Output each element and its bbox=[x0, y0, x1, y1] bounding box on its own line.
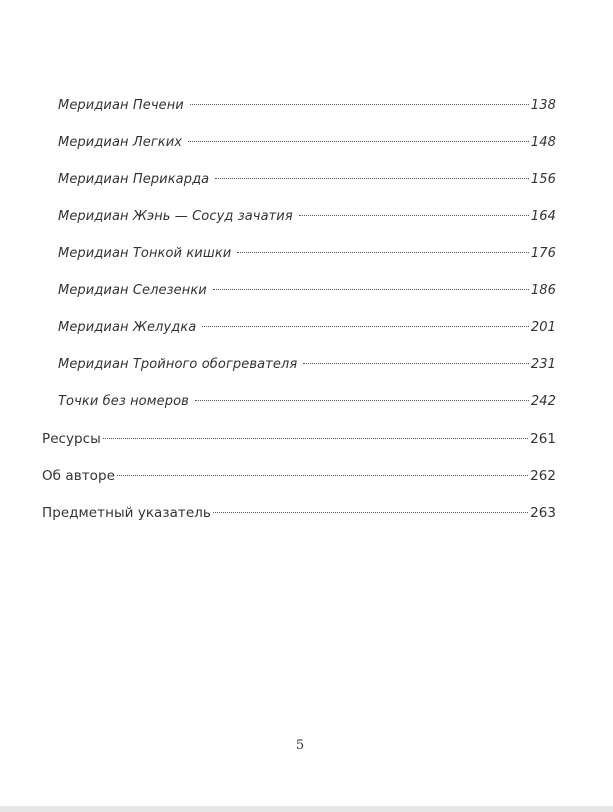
toc-entry-title: Меридиан Селезенки bbox=[58, 283, 207, 298]
toc-entry-page: 186 bbox=[530, 283, 556, 298]
dot-leader bbox=[117, 475, 528, 476]
dot-leader bbox=[237, 252, 529, 253]
toc-entry-title: Меридиан Легких bbox=[58, 135, 183, 150]
dot-leader bbox=[190, 104, 529, 105]
toc-entry-title: Предметный указатель bbox=[42, 505, 211, 521]
toc-entry bbox=[58, 96, 556, 116]
toc-entry-title: Меридиан Желудка bbox=[58, 320, 197, 335]
toc-entry bbox=[58, 133, 556, 153]
toc-entry-title: Меридиан Тонкой кишки bbox=[58, 246, 232, 261]
dot-leader bbox=[213, 512, 528, 513]
toc-entry bbox=[58, 318, 556, 338]
toc-section-entry bbox=[42, 503, 556, 523]
toc-entry-page: 156 bbox=[530, 172, 556, 187]
toc-entry-title: Ресурсы bbox=[42, 431, 101, 447]
toc-entry-page: 231 bbox=[530, 357, 556, 372]
toc-entry-title: Меридиан Печени bbox=[58, 98, 184, 113]
toc-entry-page: 164 bbox=[530, 209, 556, 224]
toc-entry-page: 262 bbox=[530, 468, 556, 484]
dot-leader bbox=[103, 438, 528, 439]
toc-entry bbox=[58, 244, 556, 264]
toc-entry bbox=[58, 355, 556, 375]
toc-section-entry bbox=[42, 466, 556, 486]
toc-entry-page: 201 bbox=[530, 320, 556, 335]
page-number: 5 bbox=[295, 738, 305, 753]
toc-entry-title: Меридиан Перикарда bbox=[58, 172, 210, 187]
toc-entry bbox=[58, 392, 556, 412]
dot-leader bbox=[215, 178, 529, 179]
dot-leader bbox=[188, 141, 529, 142]
toc-entry bbox=[58, 207, 556, 227]
toc-entry-page: 148 bbox=[530, 135, 556, 150]
toc-entry-page: 242 bbox=[530, 394, 556, 409]
dot-leader bbox=[303, 363, 529, 364]
dot-leader bbox=[195, 400, 529, 401]
toc-entry-title: Об авторе bbox=[42, 468, 115, 484]
toc-entry-page: 176 bbox=[530, 246, 556, 261]
toc-entry-page: 263 bbox=[530, 505, 556, 521]
page-bottom-edge bbox=[0, 806, 613, 812]
toc-entry bbox=[58, 170, 556, 190]
dot-leader bbox=[299, 215, 529, 216]
dot-leader bbox=[202, 326, 529, 327]
toc-entry-title: Точки без номеров bbox=[58, 394, 189, 409]
toc-entry-title: Меридиан Тройного обогревателя bbox=[58, 357, 298, 372]
toc-entry-page: 261 bbox=[530, 431, 556, 447]
dot-leader bbox=[213, 289, 529, 290]
toc-entry-page: 138 bbox=[530, 98, 556, 113]
toc-entry bbox=[58, 281, 556, 301]
toc-section-entry bbox=[42, 429, 556, 449]
toc-entry-title: Меридиан Жэнь — Сосуд зачатия bbox=[58, 209, 293, 224]
